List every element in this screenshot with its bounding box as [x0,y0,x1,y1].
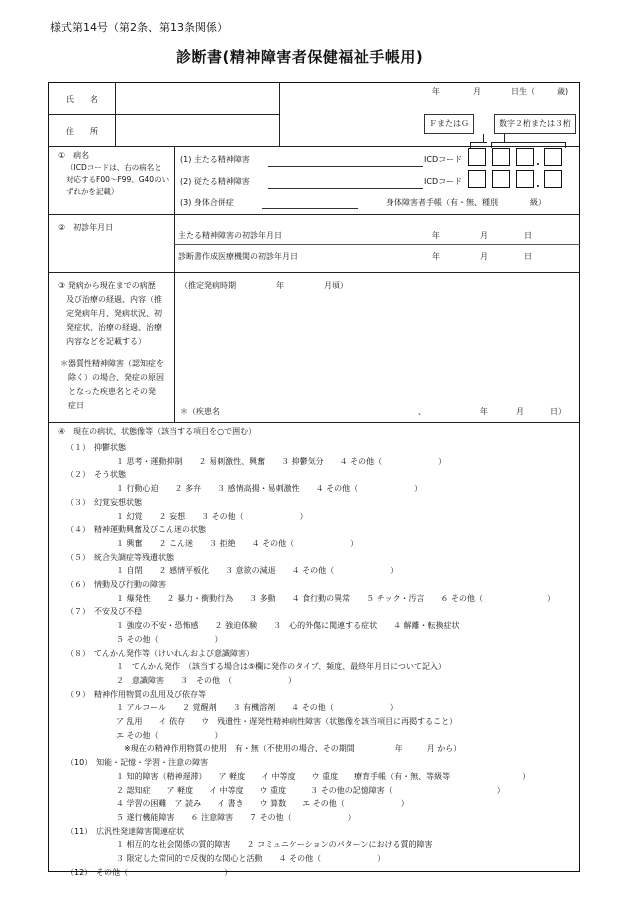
divider [48,422,580,423]
first-visit-month: 月 [480,231,488,240]
icd-code-box[interactable] [516,170,534,188]
status-line[interactable]: ２ 意識障害 ３ その他 （ ） [116,675,296,685]
divider [48,146,580,147]
first-visit-clinic-month: 月 [480,252,488,261]
code-hint-digits: 数字２桁または３桁 [494,114,576,134]
section1-note: 対応するF00～F99、G40のい [66,175,170,184]
status-line[interactable]: １ 行動心迫 ２ 多弁 ３ 感情高揚・易刺激性 ４ その他（ ） [116,484,423,494]
status-line[interactable]: エ その他（ ） [116,730,223,740]
status-line[interactable]: （６） 情動及び行動の障害 [66,580,166,589]
status-line[interactable]: （10） 知能・記憶・学習・注意の障害 [66,758,209,768]
divider [174,146,175,214]
physical-field[interactable] [262,208,358,209]
divider [48,114,280,115]
status-line[interactable]: ４ 学習の困難 ア 読み イ 書き ウ 算数 エ その他（ ） [116,799,409,809]
bracket-line [484,142,487,143]
status-line[interactable]: （１） 抑鬱状態 [66,443,126,452]
code-hint-f: ＦまたはＧ [424,114,474,134]
section1-note: （ICDコードは、右の病名と [66,163,162,172]
icd-code-box[interactable] [516,148,534,166]
status-line[interactable]: ２ 認知症 ア 軽度 イ 中等度 ウ 重度 ３ その他の記憶障害（ ） [116,785,505,795]
bracket-line [565,142,566,148]
birth-day: 日生（ [511,87,535,96]
first-visit-year: 年 [432,231,440,240]
section3-heading-line: 発症状、治療の経過、治療 [66,323,162,332]
sub-disorder-label: (2) 従たる精神障害 [180,177,250,186]
disease-comma: 、 [418,407,426,416]
first-visit-clinic-year: 年 [432,252,440,261]
status-line[interactable]: （９） 精神作用物質の乱用及び依存等 [66,689,206,699]
divider [48,214,580,215]
status-line[interactable]: （４） 精神運動興奮及びこん迷の状態 [66,525,206,535]
first-visit-day: 日 [524,231,532,240]
status-line[interactable]: ア 乱用 イ 依存 ウ 残遺性・遅発性精神病性障害（状態像を該当項目に再掲すること） [116,717,458,726]
name-label: 氏 名 [66,95,98,104]
status-line[interactable]: １ 相互的な社会関係の質的障害 ２ コミュニケーションのパターンにおける質的障害 [116,840,433,850]
icd-code-box[interactable] [468,170,486,188]
status-line[interactable]: （２） そう状態 [66,470,126,480]
physical-label: (3) 身体合併症 [180,198,234,207]
section3-heading-line: 及び治療の経過、内容（推 [66,295,162,304]
disease-month: 月 [516,407,524,416]
bracket-line [483,134,484,142]
section2-heading: ② 初診年月日 [58,223,114,232]
section4-heading: ④ 現在の病状、状態像等（該当する項目を○で囲む） [58,427,257,436]
bracket-line [491,142,565,143]
form-number: 様式第14号（第2条、第13条関係） [50,21,228,34]
sub-disorder-field[interactable] [268,188,423,189]
section3-note: 症日 [68,401,84,410]
bracket-line [470,142,484,143]
section3-heading-line: 定発病年月、発病状況、初 [66,309,162,318]
icd-code-dot [537,185,539,187]
disease-name-label: ＊（疾患名 [180,407,220,416]
birth-month: 月 [473,87,481,96]
bracket-line [504,134,505,142]
address-label: 住 所 [66,127,98,136]
status-line[interactable]: １ 爆発性 ２ 暴力・衝動行為 ３ 多動 ４ 食行動の異常 ５ チック・汚言 ６ その他（ ） [116,593,556,603]
disease-day: 日） [550,407,566,416]
section1-heading: ① 病名 [58,151,90,160]
status-line[interactable]: （12） その他（ ） [66,867,233,877]
status-line[interactable]: ５ その他（ ） [116,634,223,644]
history-field[interactable] [178,296,576,396]
divider [174,244,580,245]
status-line[interactable]: （５） 統合失調症等残遺状態 [66,552,174,562]
estimated-onset: （推定発病時期 年 月頃） [180,281,348,290]
status-line[interactable]: ３ 限定した常同的で反復的な関心と活動 ４ その他（ ） [116,854,386,863]
section3-note: となった疾患名とその発 [68,387,156,396]
status-line[interactable]: １ 知的障害（精神遅滞） ア 軽度 イ 中等度 ウ 重度 療育手帳（有・無、等級等 ） [116,771,531,781]
status-line[interactable]: １ アルコール ２ 覚醒剤 ３ 有機溶剤 ４ その他（ ） [116,703,398,713]
first-visit-clinic-label: 診断書作成医療機関の初診年月日 [178,252,298,261]
main-disorder-field[interactable] [268,166,423,167]
divider [174,272,175,422]
birth-age: 歳) [557,87,569,96]
status-line[interactable]: １ 思考・運動抑制 ２ 易刺激性、興奮 ３ 抑鬱気分 ４ その他（ ） [116,456,447,466]
status-line[interactable]: （８） てんかん発作等（けいれんおよび意識障害） [66,648,254,658]
status-line[interactable]: １ 自閉 ２ 感情平板化 ３ 意欲の減退 ４ その他（ ） [116,566,399,576]
page-title: 診断書(精神障害者保健福祉手帳用) [176,48,424,66]
divider [48,272,580,273]
divider [174,214,175,272]
icd-code-dot [537,163,539,165]
status-line[interactable]: １ てんかん発作 （該当する場合は⑤欄に発作のタイプ、頻度、最終年月日について記入） [116,662,446,672]
name-field[interactable] [117,84,277,112]
section3-note: 除く）の場合、発症の原因 [68,373,164,382]
disease-year: 年 [480,407,488,416]
status-line[interactable]: ５ 遂行機能障害 ６ 注意障害 ７ その他（ ） [116,812,356,822]
first-visit-main-label: 主たる精神障害の初診年月日 [178,231,282,240]
icd-label: ICDコード [424,177,463,186]
main-disorder-label: (1) 主たる精神障害 [180,155,250,164]
birth-year: 年 [432,87,440,96]
section3-heading-line: 内容などを記載する） [66,337,146,346]
status-line[interactable]: （３） 幻覚妄想状態 [66,497,142,507]
icd-label: ICDコード [424,155,463,164]
first-visit-clinic-day: 日 [524,252,532,261]
status-line[interactable]: １ 幻覚 ２ 妄想 ３ その他（ ） [116,511,308,521]
icd-code-box[interactable] [544,170,562,188]
icd-code-box[interactable] [492,148,510,166]
section3-note: ＊器質性精神障害（認知症を [60,359,164,368]
icd-code-box[interactable] [468,148,486,166]
physical-handbook: 身体障害者手帳（有・無、種別 級） [386,198,546,207]
status-line[interactable]: （11） 広汎性発達障害関連症状 [66,826,185,836]
address-field[interactable] [117,116,277,144]
section3-heading: ③ 発病から現在までの病歴 [58,281,156,290]
icd-code-box[interactable] [492,170,510,188]
section1-note: ずれかを記載） [66,187,119,196]
status-line[interactable]: ※現在の精神作用物質の使用 有・無（不使用の場合、その期間 年 月 から） [124,744,462,754]
icd-code-box[interactable] [544,148,562,166]
status-line[interactable]: １ 興奮 ２ こん迷 ３ 拒絶 ４ その他（ ） [116,538,359,548]
status-line[interactable]: （７） 不安及び不穏 [66,607,142,617]
status-line[interactable]: １ 強度の不安・恐怖感 ２ 強迫体験 ３ 心的外傷に関連する症状 ４ 解離・転換症状 [116,621,460,631]
